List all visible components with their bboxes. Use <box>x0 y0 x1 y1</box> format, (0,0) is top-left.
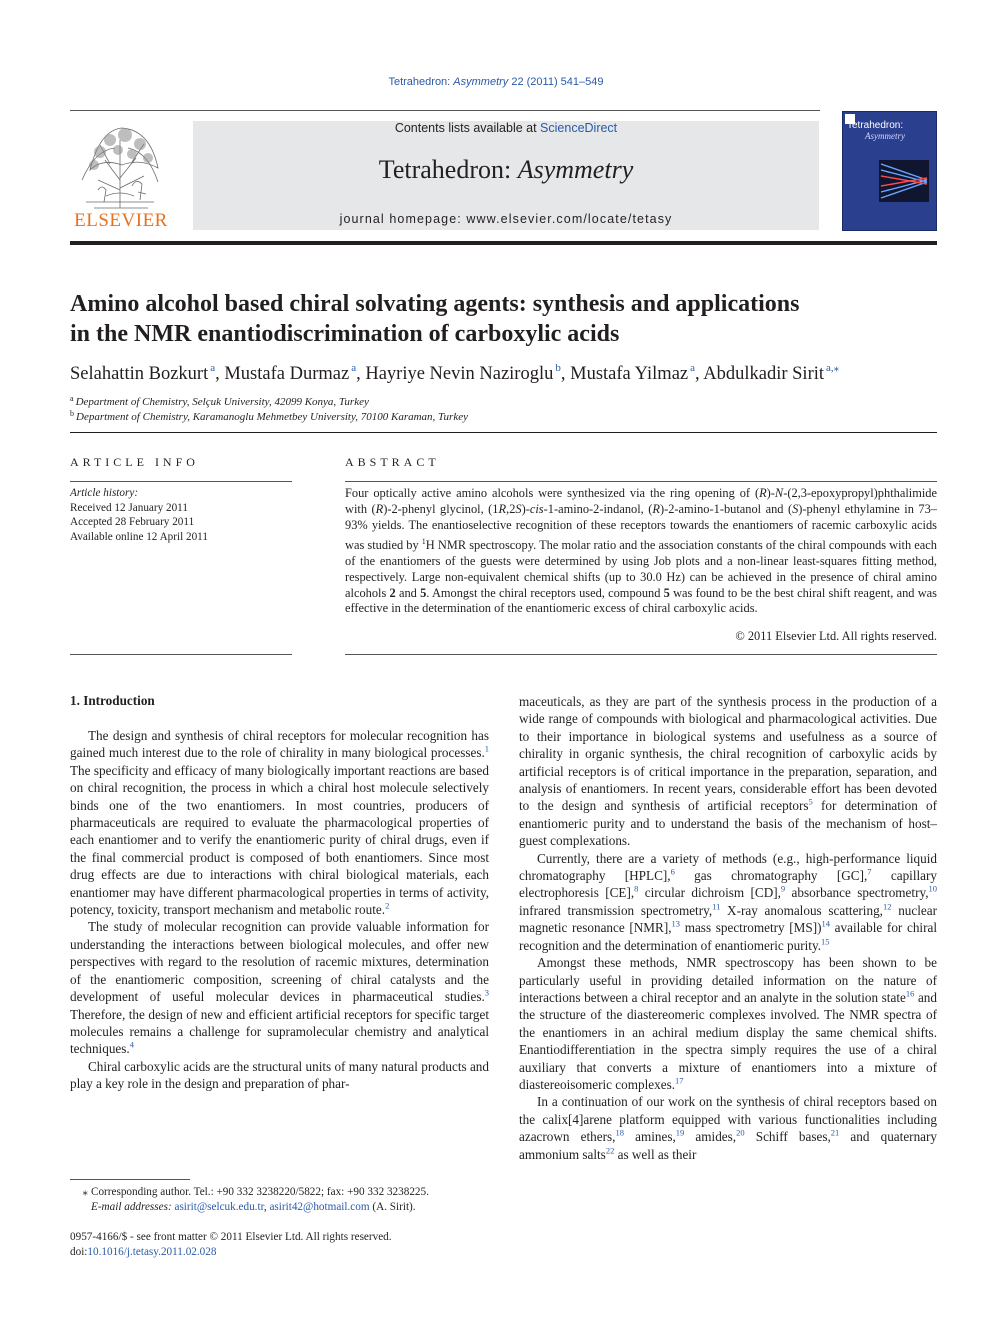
body-column-left <box>70 727 489 1093</box>
doi-label: doi: <box>70 1246 88 1258</box>
author-name[interactable]: Mustafa Durmaz <box>224 364 350 384</box>
doi-line <box>70 1245 490 1260</box>
article-title <box>70 289 930 349</box>
cover-subtitle: Asymmetry <box>865 131 905 141</box>
affiliation-b-mark: b <box>70 409 74 418</box>
title-line-2: in the NMR enantiodiscrimination of carboxylic acids <box>70 321 620 347</box>
author-affiliation-mark[interactable]: a <box>210 362 216 374</box>
paragraph: The study of molecular recognition can provide valuable information for understanding the interactions between biological molecules, and offer new perspectives with regard to the resolution of racemic mixtures, determination of the enantiomeric composition, screening of chiral catalysts and the development of useful molecular devices in pharmaceutical studies.$^3$ Therefore, the design of new and efficient artificial receptors for specific target molecules remains a challenge for supramolecular chemistry and analytical techniques.$^4$ <box>70 919 489 1057</box>
doi-link[interactable]: 10.1016/j.tetasy.2011.02.028 <box>87 1246 217 1258</box>
paragraph: In a continuation of our work on the synthesis of chiral receptors based on the calix[4]arene platform equipped with various functionalities including azacrown ethers,$^{18}$ amines,$^{19}$ amides,$^{20}$ Schiff bases,$^{21}$ and quaternary ammonium salts$^{22}$ as well as their <box>519 1094 937 1162</box>
affiliation-a-mark: a <box>70 394 74 403</box>
header-rule <box>70 110 820 111</box>
abstract-bottom-rule <box>345 654 937 655</box>
contents-prefix: Contents lists available at <box>394 121 541 135</box>
footnote-line-2 <box>70 1200 490 1215</box>
cover-graphic <box>879 160 929 202</box>
email-link-2[interactable]: asirit42@hotmail.com <box>269 1201 370 1213</box>
journal-citation[interactable] <box>0 76 992 88</box>
sciencedirect-link[interactable]: ScienceDirect <box>540 121 618 135</box>
footnote-mark: ⁎ <box>82 1186 88 1198</box>
history-online: Available online 12 April 2011 <box>70 530 208 543</box>
affiliation-b <box>70 409 468 423</box>
history-heading: Article history: <box>70 487 139 499</box>
email-label: E-mail addresses: <box>91 1201 175 1213</box>
email-suffix: (A. Sirit). <box>369 1201 416 1213</box>
author-name[interactable]: Mustafa Yilmaz <box>570 364 689 384</box>
abstract-text: Four optically active amino alcohols were synthesized via the ring opening of (R)-N-(2,3-epoxypropyl)phthalimide with (R)-2-phenyl glycinol, (1R,2S)-cis-1-amino-2-indanol, (R)-2-amino-1-butanol and (S)-phenyl ethylamine in 73–93% yields. The enantioselective recognition of these receptors towards the enantiomers of racemic carboxylic acids was studied by $^1$H NMR spectroscopy. The molar ratio and the association constants of the chiral compounds with each of the enantiomers of the guests were determined by using Job plots and a non-linear least-squares fitting method, respectively. Large non-equivalent chemical shifts (up to 30.0 Hz) can be achieved in the presence of chiral amino alcohols 2 and 5. Amongst the chiral receptors used, compound 5 was found to be the best chiral shift reagent, and was effective in the determination of the enantiomeric excess of chiral carboxylic acids. <box>345 486 937 616</box>
title-line-1: Amino alcohol based chiral solvating agents: synthesis and applications <box>70 291 800 317</box>
corresponding-text: Corresponding author. Tel.: +90 332 3238220/5822; fax: +90 332 3238225. <box>91 1186 429 1198</box>
journal-cover-thumbnail[interactable] <box>842 111 937 231</box>
author-name[interactable]: Abdulkadir Sirit <box>703 364 825 384</box>
email-separator: , <box>263 1201 270 1213</box>
affiliation-b-text: Department of Chemistry, Karamanoglu Mehmetbey University, 70100 Karaman, Turkey <box>76 411 468 423</box>
journal-name-plain: Tetrahedron: <box>378 155 518 184</box>
citation-journal: Tetrahedron: <box>388 76 454 88</box>
issn-doi-block <box>70 1230 490 1260</box>
article-info-label: ARTICLE INFO <box>70 455 199 469</box>
paragraph: The design and synthesis of chiral receptors for molecular recognition has gained much interest due to the role of chirality in many biological processes.$^1$ The specificity and efficacy of many biologically important reactions are based on chiral recognition, the process in which a chiral host molecule selectively binds one of the two enantiomers. In most countries, producers of pharmaceuticals are required to evaluate the pharmacological properties of each enantiomer and to verify the enantiomeric purity of chiral drugs, even if the final commercial product is composed of both enantiomers. Since most drug effects are due to interactions with chiral biological materials, each enantiomer may have different pharmacological properties in terms of activity, potency, toxicity, transport mechanism and metabolic route.$^2$ <box>70 728 489 918</box>
contents-line <box>193 121 819 135</box>
journal-name <box>193 155 819 185</box>
citation-journal-italic: Asymmetry <box>453 76 509 88</box>
homepage-label: journal homepage: <box>339 212 467 226</box>
article-info-rule <box>70 481 292 482</box>
author-affiliation-mark[interactable]: a <box>351 362 357 374</box>
affiliation-a <box>70 394 369 408</box>
issn-line: 0957-4166/$ - see front matter © 2011 Elsevier Ltd. All rights reserved. <box>70 1231 392 1243</box>
footnote-line-1 <box>70 1185 490 1200</box>
citation-volume-pages: 22 (2011) 541–549 <box>508 76 604 88</box>
journal-name-italic: Asymmetry <box>517 155 634 184</box>
abstract-rule <box>345 481 937 482</box>
author-list: Selahattin Bozkurt $^a$, Mustafa Durmaz $^a$, Hayriye Nevin Naziroglu $^b$, Mustafa Yilmaz $^a$, Abdulkadir Sirit $^{a,⁎}$ <box>70 362 840 384</box>
affiliation-a-text: Department of Chemistry, Selçuk University, 42099 Konya, Turkey <box>75 396 369 408</box>
journal-homepage <box>193 212 819 226</box>
article-history <box>70 486 208 544</box>
body-column-right <box>519 693 937 1163</box>
header-thick-rule <box>70 241 937 245</box>
abstract-copyright: © 2011 Elsevier Ltd. All rights reserved. <box>735 629 937 643</box>
homepage-url[interactable]: www.elsevier.com/locate/tetasy <box>466 212 673 226</box>
cover-title: Tetrahedron: <box>847 120 904 131</box>
paragraph: Chiral carboxylic acids are the structural units of many natural products and play a key role in the design and preparation of phar- <box>70 1058 489 1092</box>
author-affiliation-mark[interactable]: b <box>555 362 561 374</box>
author-name[interactable]: Selahattin Bozkurt <box>70 364 209 384</box>
corresponding-footnote <box>70 1185 490 1215</box>
footnote-rule <box>70 1179 190 1180</box>
history-received: Received 12 January 2011 <box>70 501 188 514</box>
title-block-rule <box>70 432 937 433</box>
email-link-1[interactable]: asirit@selcuk.edu.tr <box>174 1201 264 1213</box>
author-affiliation-mark[interactable]: a,⁎ <box>826 362 840 374</box>
section-heading: 1. Introduction <box>70 693 155 708</box>
history-accepted: Accepted 28 February 2011 <box>70 516 195 528</box>
article-info-bottom-rule <box>70 654 292 655</box>
author-name[interactable]: Hayriye Nevin Naziroglu <box>365 364 554 384</box>
elsevier-wordmark: ELSEVIER <box>74 210 168 231</box>
abstract-label: ABSTRACT <box>345 455 440 469</box>
author-affiliation-mark[interactable]: a <box>690 362 696 374</box>
elsevier-tree-logo <box>70 120 172 232</box>
paragraph: Amongst these methods, NMR spectroscopy has been shown to be particularly useful in providing detailed information on the nature of interactions between a chiral receptor and an analyte in the solution state$^{16}$ and the structure of the diastereomeric complexes involved. The NMR spectra of the enantiomers in an achiral medium display the same chemical shifts. Enantiodifferentiation in the spectra simply requires the use of a chiral auxiliary that converts a mixture of enantiomers into a mixture of diastereoisomeric complexes.$^{17}$ <box>519 955 937 1092</box>
paragraph: Currently, there are a variety of methods (e.g., high-performance liquid chromatography [HPLC],$^6$ gas chromatography [GC],$^7$ capillary electrophoresis [CE],$^8$ circular dichroism [CD],$^9$ absorbance spectrometry,$^{10}$ infrared transmission spectrometry,$^{11}$ X-ray anomalous scattering,$^{12}$ nuclear magnetic resonance [NMR],$^{13}$ mass spectrometry [MS])$^{14}$ available for chiral recognition and the determination of enantiomeric purity.$^{15}$ <box>519 850 938 953</box>
paragraph: maceuticals, as they are part of the synthesis process in the production of a wide range of compounds with biological and pharmacological activities. Due to their importance in biological systems and usefulness as a source of chirality in organic synthesis, the chiral recognition of carboxylic acids by artificial receptors is of critical importance in the preparation, separation, and analysis of enantiomers. In recent years, considerable effort has been devoted to the design and synthesis of artificial receptors$^5$ for determination of enantiomeric purity and to understand the basis of the mechanism of host–guest complexations. <box>519 694 937 849</box>
